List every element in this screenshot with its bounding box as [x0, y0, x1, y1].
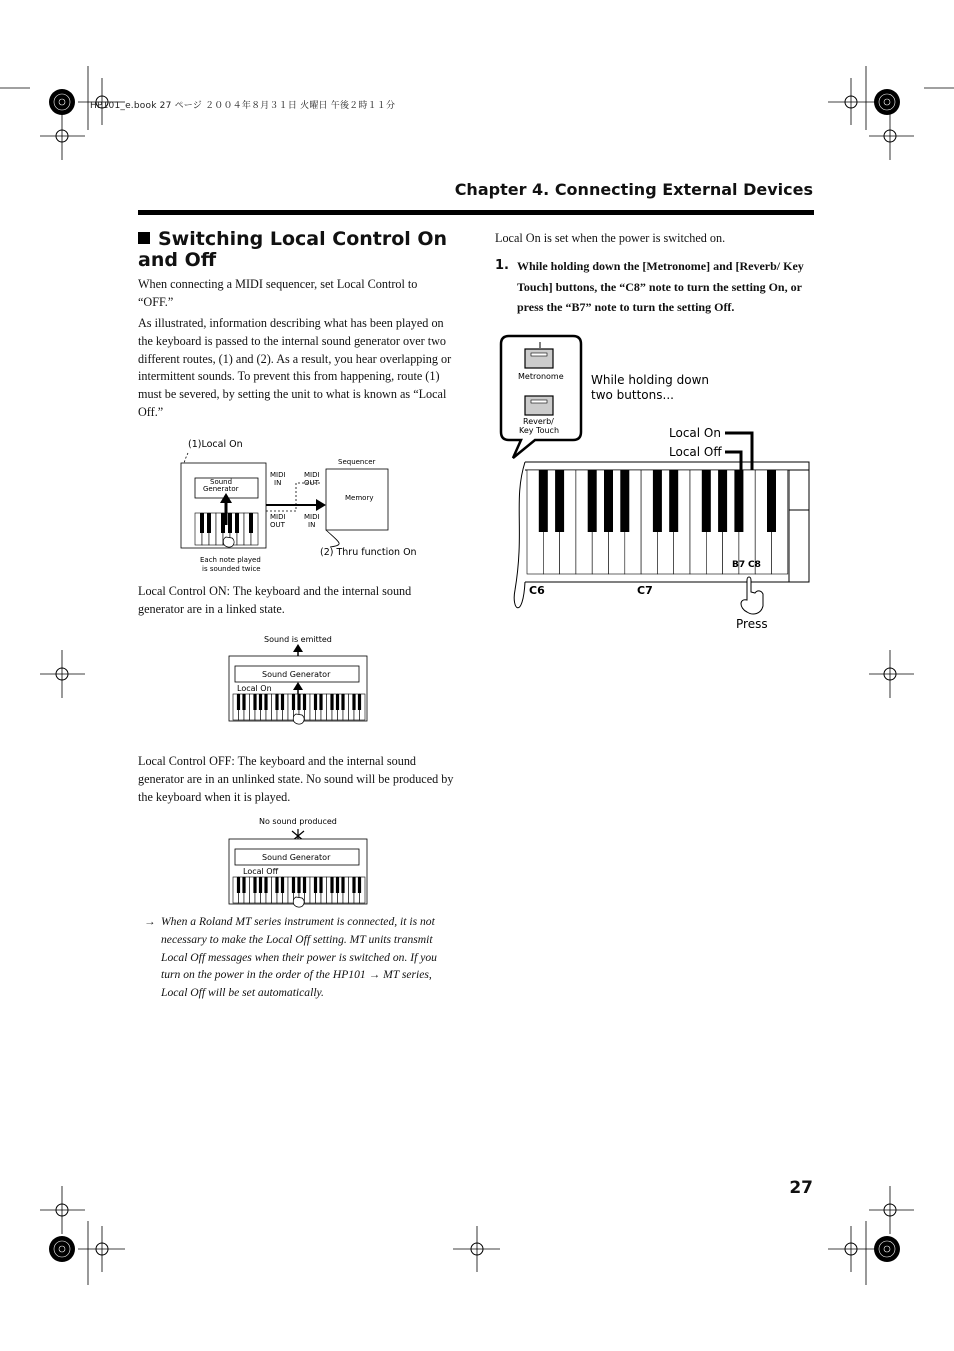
- svg-text:Sequencer: Sequencer: [338, 458, 376, 466]
- midi-routing-diagram: [170, 433, 430, 578]
- piano-keys: [527, 470, 788, 574]
- black-key: [314, 877, 317, 893]
- svg-text:Memory: Memory: [345, 494, 374, 502]
- black-key: [539, 470, 548, 532]
- note-block: [144, 913, 454, 1002]
- local-off-paragraph: Local Control OFF: The keyboard and the internal sound generator are in an unlinked state. No sound will be produced by the keyboard when it is played.: [138, 754, 454, 804]
- svg-text:Metronome: Metronome: [518, 372, 564, 381]
- svg-text:MIDI: MIDI: [304, 513, 320, 521]
- svg-text:C6: C6: [529, 584, 545, 597]
- svg-text:IN: IN: [308, 521, 316, 529]
- black-key: [237, 694, 240, 710]
- local-off-diagram: [228, 813, 370, 913]
- black-key: [275, 877, 278, 893]
- header-rule: [138, 210, 814, 215]
- black-key: [352, 877, 355, 893]
- metronome-button[interactable]: [525, 349, 553, 368]
- black-key: [242, 877, 245, 893]
- page-number: 27: [789, 1178, 813, 1198]
- black-key: [767, 470, 776, 532]
- black-key: [352, 694, 355, 710]
- black-key: [303, 694, 306, 710]
- black-key: [319, 694, 322, 710]
- pressing-hand-icon: [741, 577, 763, 614]
- svg-text:Local On: Local On: [669, 426, 721, 440]
- svg-text:IN: IN: [274, 479, 282, 487]
- black-key: [303, 877, 306, 893]
- black-key: [336, 694, 339, 710]
- local-control-keyboard-diagram: [495, 330, 815, 640]
- intro-paragraph: When connecting a MIDI sequencer, set Local Control to “OFF.”: [138, 277, 418, 309]
- body-paragraph: As illustrated, information describing what has been played on the keyboard is passed to the internal sound generator over two different routes, (1) and (2). As a result, you hear overlapping or intermittent sounds. To prevent this from happening, route (1) must be severed, by setting the unit to what is known as “Local Off.”: [138, 316, 452, 419]
- black-key: [200, 513, 204, 533]
- pressing-hand-icon: [223, 537, 234, 547]
- pressing-hand-icon: [293, 897, 304, 907]
- black-key: [264, 877, 267, 893]
- svg-text:Sound is emitted: Sound is emitted: [264, 635, 332, 644]
- chapter-title: Chapter 4. Connecting External Devices: [454, 180, 813, 199]
- svg-text:Local On: Local On: [237, 684, 272, 693]
- black-key: [330, 877, 333, 893]
- keyboard-end-block: [789, 470, 809, 582]
- black-key: [653, 470, 662, 532]
- reverb-key-touch-button[interactable]: [525, 396, 553, 415]
- black-key: [358, 694, 361, 710]
- right-intro: Local On is set when the power is switched on.: [495, 231, 726, 245]
- note-text: When a Roland MT series instrument is connected, it is not necessary to make the Local Off setting. MT units transmit Local Off messages when their power is switched on. If you turn on the power in the order of the HP101 → MT series, Local Off will be set automatically.: [161, 915, 437, 1000]
- black-key: [281, 877, 284, 893]
- step-1: [495, 256, 815, 318]
- black-key: [358, 877, 361, 893]
- svg-text:Local Off: Local Off: [243, 867, 279, 876]
- svg-text:Generator: Generator: [203, 485, 239, 493]
- black-key: [734, 470, 743, 532]
- svg-text:Sound Generator: Sound Generator: [262, 853, 331, 862]
- black-key: [281, 694, 284, 710]
- svg-text:MIDI: MIDI: [270, 471, 286, 479]
- black-key: [253, 694, 256, 710]
- svg-text:OUT: OUT: [304, 479, 319, 487]
- black-key: [228, 513, 232, 533]
- black-key: [604, 470, 613, 532]
- note-arrow-icon: →: [144, 915, 156, 928]
- black-key: [341, 694, 344, 710]
- black-key: [588, 470, 597, 532]
- svg-text:Local Off: Local Off: [669, 445, 722, 459]
- svg-text:C7: C7: [637, 584, 653, 597]
- svg-text:C8: C8: [748, 560, 761, 570]
- svg-text:Sound: Sound: [210, 478, 233, 486]
- black-key: [297, 694, 300, 710]
- svg-text:B7: B7: [732, 560, 746, 570]
- svg-text:Reverb/: Reverb/: [523, 417, 554, 426]
- black-key: [259, 877, 262, 893]
- black-key: [702, 470, 711, 532]
- svg-text:While holding down: While holding down: [591, 373, 709, 387]
- black-key: [253, 877, 256, 893]
- svg-text:two buttons...: two buttons...: [591, 388, 674, 402]
- svg-text:Each note played: Each note played: [200, 556, 261, 564]
- black-key: [336, 877, 339, 893]
- black-key: [555, 470, 564, 532]
- black-key: [237, 877, 240, 893]
- black-key: [718, 470, 727, 532]
- black-key: [314, 694, 317, 710]
- black-key: [249, 513, 253, 533]
- black-key: [242, 694, 245, 710]
- step-text: While holding down the [Metronome] and [Reverb/ Key Touch] buttons, the “C8” note to turn the setting On, or press the “B7” note to turn the setting Off.: [517, 259, 804, 314]
- black-key: [292, 694, 295, 710]
- black-key: [235, 513, 239, 533]
- black-key: [221, 513, 225, 533]
- local-on-diagram: [228, 630, 370, 730]
- black-key: [620, 470, 629, 532]
- svg-text:No sound produced: No sound produced: [259, 817, 337, 826]
- square-bullet-icon: [138, 232, 150, 244]
- black-key: [207, 513, 211, 533]
- svg-text:MIDI: MIDI: [304, 471, 320, 479]
- section-title: Switching Local Control On and Off: [138, 228, 448, 271]
- black-key: [669, 470, 678, 532]
- pressing-hand-icon: [293, 714, 304, 724]
- black-key: [341, 877, 344, 893]
- black-key: [297, 877, 300, 893]
- black-key: [330, 694, 333, 710]
- black-key: [259, 694, 262, 710]
- svg-text:is sounded twice: is sounded twice: [202, 565, 261, 573]
- black-key: [319, 877, 322, 893]
- svg-text:Sound Generator: Sound Generator: [262, 670, 331, 679]
- svg-text:Key Touch: Key Touch: [519, 426, 560, 435]
- route1-label: (1)Local On: [188, 439, 243, 450]
- svg-text:(2) Thru function On: (2) Thru function On: [320, 547, 417, 558]
- black-key: [275, 694, 278, 710]
- svg-text:Press: Press: [736, 617, 768, 631]
- black-key: [292, 877, 295, 893]
- step-number: 1.: [495, 258, 509, 273]
- svg-text:MIDI: MIDI: [270, 513, 286, 521]
- print-header: HP101_e.book 27 ページ ２００４年８月３１日 火曜日 午後２時１１分: [90, 101, 396, 111]
- local-on-paragraph: Local Control ON: The keyboard and the internal sound generator are in a linked state.: [138, 584, 412, 616]
- black-key: [264, 694, 267, 710]
- svg-text:OUT: OUT: [270, 521, 285, 529]
